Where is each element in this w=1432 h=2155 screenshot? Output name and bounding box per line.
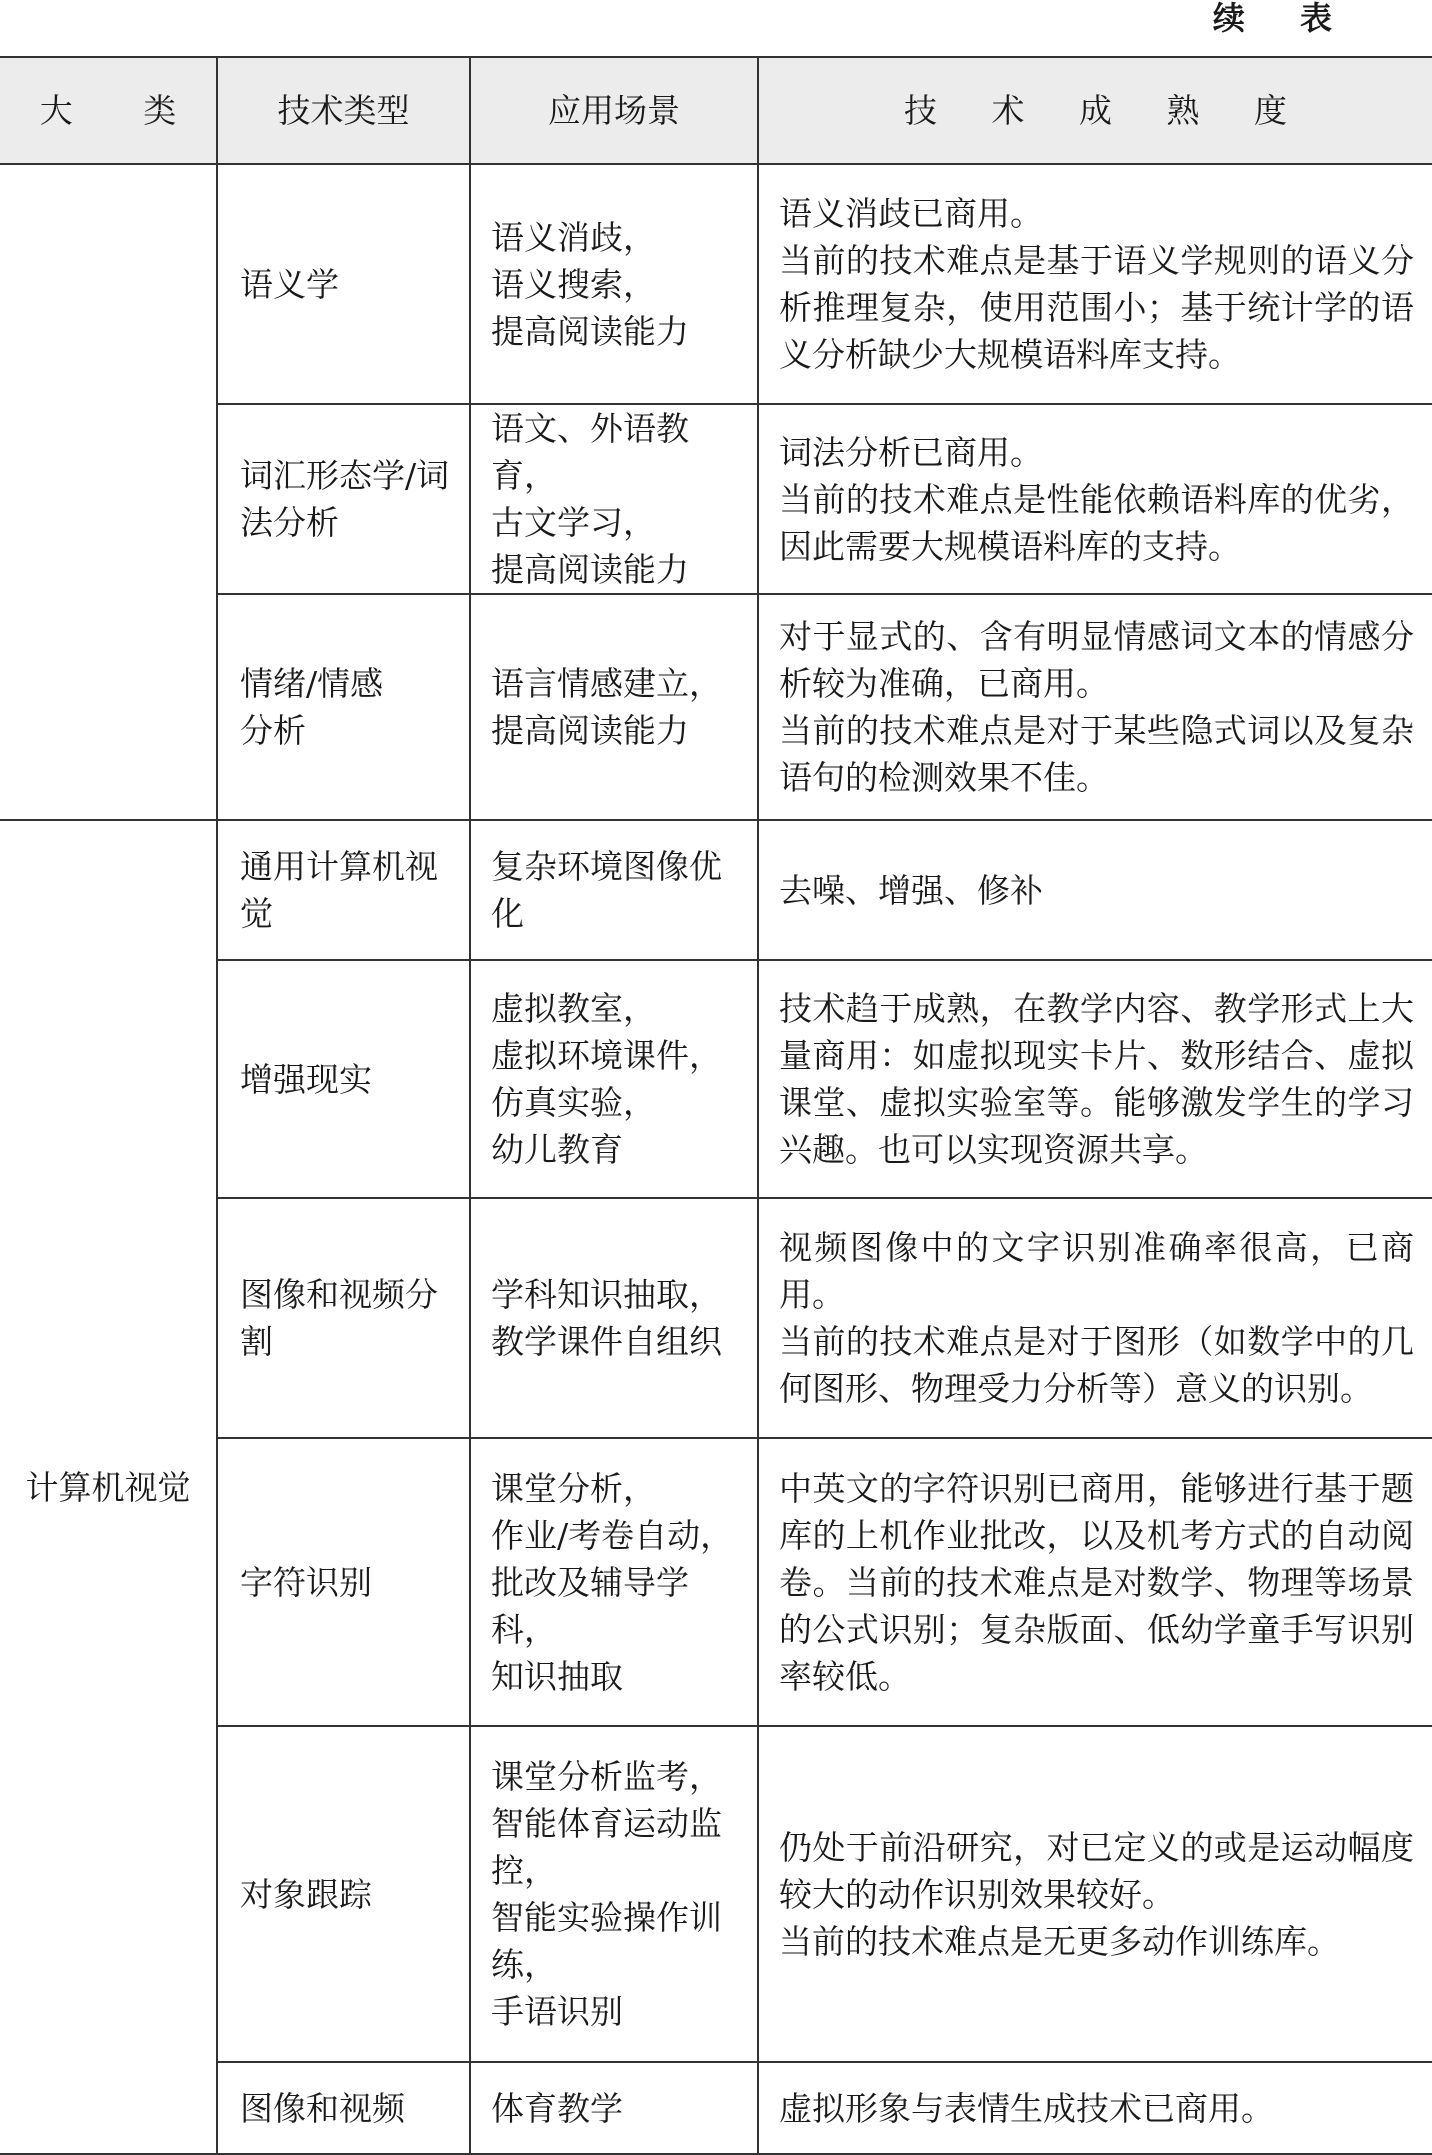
scene-cell: 复杂环境图像优化 bbox=[470, 820, 758, 960]
maturity-cell: 仍处于前沿研究，对已定义的或是运动幅度较大的动作识别效果较好。 当前的技术难点是无更多动作训练库。 bbox=[758, 1726, 1432, 2062]
technology-table bbox=[0, 56, 1432, 2155]
scene-cell: 虚拟教室， 虚拟环境课件， 仿真实验， 幼儿教育 bbox=[470, 960, 758, 1198]
maturity-cell: 虚拟形象与表情生成技术已商用。 bbox=[758, 2062, 1432, 2154]
tech-type-cell: 情绪/情感 分析 bbox=[217, 594, 470, 820]
maturity-cell: 视频图像中的文字识别准确率很高，已商用。 当前的技术难点是对于图形（如数学中的几何图形、物理受力分析等）意义的识别。 bbox=[758, 1198, 1432, 1438]
scene-cell: 体育教学 bbox=[470, 2062, 758, 2154]
header-scene: 应用场景 bbox=[470, 57, 758, 164]
maturity-cell: 词法分析已商用。 当前的技术难点是性能依赖语料库的优劣，因此需要大规模语料库的支持。 bbox=[758, 404, 1432, 594]
scene-cell: 学科知识抽取， 教学课件自组织 bbox=[470, 1198, 758, 1438]
scene-cell: 语文、外语教育， 古文学习， 提高阅读能力 bbox=[470, 404, 758, 594]
major-cell: 计算机视觉 bbox=[0, 820, 217, 2154]
header-major: 大 类 bbox=[0, 57, 217, 164]
tech-type-cell: 增强现实 bbox=[217, 960, 470, 1198]
table-row bbox=[0, 164, 1432, 404]
tech-type-cell: 对象跟踪 bbox=[217, 1726, 470, 2062]
tech-type-cell: 词汇形态学/词法分析 bbox=[217, 404, 470, 594]
header-maturity: 技 术 成 熟 度 bbox=[758, 57, 1432, 164]
table-row bbox=[0, 820, 1432, 960]
maturity-cell: 中英文的字符识别已商用，能够进行基于题库的上机作业批改，以及机考方式的自动阅卷。当前的技术难点是对数学、物理等场景的公式识别；复杂版面、低幼学童手写识别率较低。 bbox=[758, 1438, 1432, 1726]
continued-label: 续 表 bbox=[1212, 0, 1354, 37]
tech-type-cell: 语义学 bbox=[217, 164, 470, 404]
scene-cell: 语言情感建立， 提高阅读能力 bbox=[470, 594, 758, 820]
header-row bbox=[0, 57, 1432, 164]
header-tech-type: 技术类型 bbox=[217, 57, 470, 164]
maturity-cell: 技术趋于成熟，在教学内容、教学形式上大量商用：如虚拟现实卡片、数形结合、虚拟课堂、虚拟实验室等。能够激发学生的学习兴趣。也可以实现资源共享。 bbox=[758, 960, 1432, 1198]
maturity-cell: 对于显式的、含有明显情感词文本的情感分析较为准确，已商用。 当前的技术难点是对于某些隐式词以及复杂语句的检测效果不佳。 bbox=[758, 594, 1432, 820]
maturity-cell: 语义消歧已商用。 当前的技术难点是基于语义学规则的语义分析推理复杂，使用范围小；基于统计学的语义分析缺少大规模语料库支持。 bbox=[758, 164, 1432, 404]
major-cell bbox=[0, 164, 217, 820]
tech-type-cell: 图像和视频 bbox=[217, 2062, 470, 2154]
tech-type-cell: 字符识别 bbox=[217, 1438, 470, 1726]
maturity-cell: 去噪、增强、修补 bbox=[758, 820, 1432, 960]
scene-cell: 语义消歧， 语义搜索， 提高阅读能力 bbox=[470, 164, 758, 404]
scene-cell: 课堂分析监考， 智能体育运动监控， 智能实验操作训练， 手语识别 bbox=[470, 1726, 758, 2062]
scene-cell: 课堂分析， 作业/考卷自动， 批改及辅导学科， 知识抽取 bbox=[470, 1438, 758, 1726]
tech-type-cell: 通用计算机视觉 bbox=[217, 820, 470, 960]
tech-type-cell: 图像和视频分割 bbox=[217, 1198, 470, 1438]
